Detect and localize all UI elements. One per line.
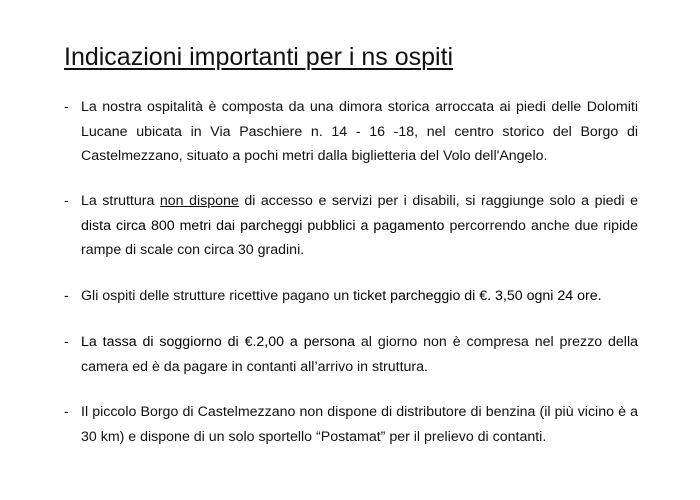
highlighted-text: La tassa di soggiorno di €.2,00 a persona bbox=[81, 334, 355, 350]
list-item bbox=[64, 400, 638, 449]
text-segment: di accesso e servizi per i disabili, si raggiunge solo a piedi e bbox=[238, 193, 638, 209]
bullet-marker: - bbox=[64, 334, 69, 350]
list-item bbox=[64, 330, 638, 379]
bullet-marker: - bbox=[64, 404, 69, 420]
bullet-marker: - bbox=[64, 288, 69, 304]
highlighted-text: dista circa 800 metri dai parcheggi pubblici a pagamento bbox=[81, 217, 445, 234]
bullet-marker: - bbox=[64, 193, 69, 209]
text-segment: Il piccolo Borgo di Castelmezzano non dispone di distributore di benzina (il più vicino è a 30 km) e dispone di un solo sportello “Postamat” per il prelievo di contanti. bbox=[81, 404, 638, 445]
text-segment: Gli ospiti delle strutture ricettive pagano un bbox=[81, 288, 354, 304]
list-item bbox=[64, 189, 638, 263]
list-item-text bbox=[81, 400, 638, 449]
underlined-text: non dispone bbox=[159, 193, 239, 209]
text-segment: La struttura bbox=[81, 193, 160, 209]
text-segment: al giorno non è compresa nel prezzo della camera ed è da pagare in contanti all’arrivo in struttura. bbox=[81, 334, 638, 375]
list-item bbox=[64, 95, 638, 169]
text-segment: La nostra ospitalità è composta da una dimora storica arroccata ai piedi delle Dolomiti Lucane ubicata in Via Paschiere n. 14 - 16 -18, nel centro storico del Borgo di Castelmezzano, situato a pochi metri dalla biglietteria del Volo dell'Angelo. bbox=[81, 99, 638, 164]
list-item-text bbox=[81, 330, 638, 379]
list-item-text bbox=[81, 284, 638, 309]
bullet-marker: - bbox=[64, 99, 69, 115]
page-title: Indicazioni importanti per i ns ospiti bbox=[64, 43, 454, 71]
list-item bbox=[64, 284, 638, 309]
list-item-text bbox=[81, 95, 638, 169]
text-segment: percorrendo anche due ripide rampe di scale con circa 30 gradini. bbox=[81, 217, 638, 258]
list-item-text bbox=[81, 189, 638, 263]
highlighted-text: ticket parcheggio di €. 3,50 ogni 24 ore. bbox=[353, 288, 602, 304]
